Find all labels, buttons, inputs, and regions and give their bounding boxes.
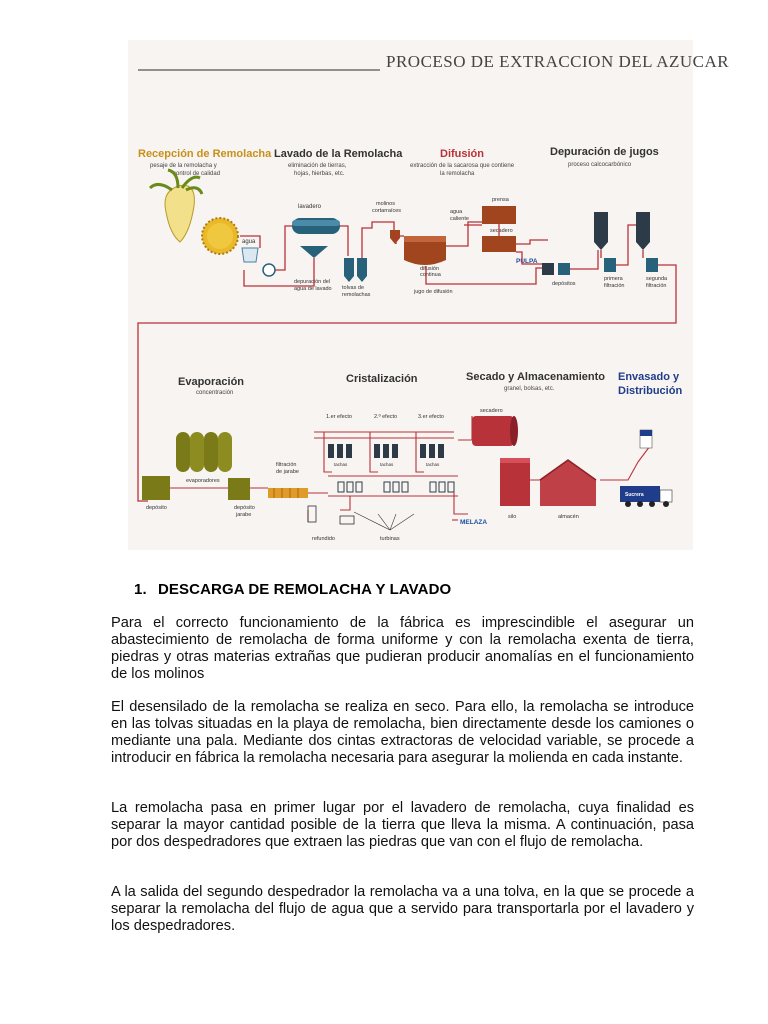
process-diagram <box>128 40 730 550</box>
settling-tank-icon <box>300 246 328 258</box>
mill-icon <box>390 230 400 244</box>
label-depuracion-agua-2: agua de lavado <box>294 286 332 292</box>
label-melaza: MELAZA <box>460 519 488 526</box>
stage-title-envasado-1: Envasado y <box>618 371 680 383</box>
stage-sub-lavado-2: hojas, hierbas, etc. <box>294 171 345 177</box>
label-efecto-1: 1.er efecto <box>326 414 352 420</box>
paragraph-2: El desensilado de la remolacha se realiza en seco. Para ello, la remolacha se introduce en las tolvas situadas en la playa de remolacha, bien directamente desde los camiones o mediante una pala. Mediante dos cintas extractoras de velocidad variable, se procede a introducir en fábrica la remolacha necesaria para asegurar la molienda en cada instante. <box>111 699 694 766</box>
stage-sub-depuracion-1: proceso calcocarbónico <box>568 162 632 168</box>
label-jugo-difusion: jugo de difusión <box>414 289 453 295</box>
label-agua-caliente-1: agua <box>450 209 463 215</box>
label-silo: silo <box>508 514 517 520</box>
vacuum-pans-icon <box>328 444 444 458</box>
pump-icon <box>263 264 275 276</box>
warehouse-icon <box>540 460 596 506</box>
label-tolvas-2: remolachas <box>342 292 371 298</box>
turbine-box-icon <box>340 516 354 524</box>
label-segunda-filtracion-1: segunda <box>646 276 668 282</box>
stage-title-recepcion: Recepción de Remolacha <box>138 148 272 160</box>
stage-sub-difusion-2: la remolacha <box>440 171 475 177</box>
label-segunda-filtracion-2: filtración <box>646 283 667 289</box>
label-primera-filtracion-2: filtración <box>604 283 625 289</box>
deposit-tank-icon <box>142 476 170 500</box>
label-refundido: refundido <box>312 536 335 542</box>
diffuser-tank-icon <box>404 236 446 265</box>
beet-slice-icon <box>202 218 238 254</box>
label-tachas-1: tachas <box>334 462 348 467</box>
stage-sub-recepcion-2: control de calidad <box>173 171 221 177</box>
paragraph-4: A la salida del segundo despedrador la remolacha va a una tolva, en la que se procede a separar la remolacha del flujo de agua que a servido para transportarla por el lavadero y los despedradores. <box>111 884 694 934</box>
syrup-filter-icon <box>268 488 308 498</box>
hopper-tanks-icon <box>344 258 367 282</box>
stage-title-cristalizacion: Cristalización <box>346 373 418 385</box>
label-difusion-continua-1: difusión <box>420 266 439 272</box>
evaporators-icon <box>176 432 232 472</box>
label-filtracion-jarabe-1: filtración <box>276 462 297 468</box>
label-deposito-jarabe-2: jarabe <box>236 512 252 518</box>
first-filter-tank-icon <box>604 258 616 272</box>
second-filter-icon <box>636 212 650 250</box>
section-title: DESCARGA DE REMOLACHA Y LAVADO <box>158 581 452 598</box>
label-tachas-3: tachas <box>426 462 440 467</box>
paragraph-3: La remolacha pasa en primer lugar por el lavadero de remolacha, cuya finalidad es separar la mayor cantidad posible de la tierra que lleva la misma. A continuación, pasa por dos despedradores que extraen las piedras que van con el flujo de remolacha. <box>111 800 694 850</box>
sugar-package-top-icon <box>640 430 652 436</box>
label-pulpa: PULPA <box>516 258 538 265</box>
stage-sub-lavado-1: eliminación de tierras, <box>288 163 347 169</box>
label-agua-caliente-2: caliente <box>450 216 469 222</box>
stage-sub-evaporacion-1: concentración <box>196 390 234 396</box>
label-turbinas: turbinas <box>380 536 400 542</box>
label-filtracion-jarabe-2: de jarabe <box>276 469 299 475</box>
press-icon <box>482 206 516 224</box>
paragraph-1: Para el correcto funcionamiento de la fábrica es imprescindible el asegurar un abastecimiento de remolacha de forma uniforme y con la remolacha exenta de tierra, piedras y otras materias extrañas que pudieran producir anomalías en el funcionamiento de los molinos <box>111 615 694 682</box>
truck-brand: Sucrera <box>625 492 644 498</box>
label-deposito: depósito <box>146 505 167 511</box>
refundido-tank-icon <box>308 506 316 522</box>
label-difusion-continua-2: continua <box>420 272 441 278</box>
deposit-tank-1-icon <box>542 263 554 275</box>
stage-sub-secado-1: granel, bolsas, etc. <box>504 386 555 392</box>
label-molinos-2: cortarraíces <box>372 208 402 214</box>
stage-title-lavado: Lavado de la Remolacha <box>274 148 403 160</box>
stage-title-depuracion: Depuración de jugos <box>550 146 659 158</box>
second-filter-tank-icon <box>646 258 658 272</box>
label-depositos: depósitos <box>552 281 576 287</box>
label-efecto-2: 2.º efecto <box>374 414 398 420</box>
silo-icon <box>500 458 530 506</box>
first-filter-icon <box>594 212 608 250</box>
label-molinos-1: molinos <box>376 201 395 207</box>
label-almacen: almacén <box>558 514 579 520</box>
label-efecto-3: 3.er efecto <box>418 414 444 420</box>
label-prensa: prensa <box>492 197 509 203</box>
washer-drum-icon <box>292 218 340 234</box>
label-tolvas-1: tolvas de <box>342 285 365 291</box>
centrifuges-icon <box>338 482 454 492</box>
sugar-dryer-icon <box>472 416 518 446</box>
stage-title-difusion: Difusión <box>440 148 484 160</box>
stage-sub-difusion-1: extracción de la sacarosa que contiene <box>410 163 515 169</box>
pulp-dryer-icon <box>482 236 516 252</box>
stage-title-secado: Secado y Almacenamiento <box>466 371 605 383</box>
label-tachas-2: tachas <box>380 462 394 467</box>
diagram-title: PROCESO DE EXTRACCION DEL AZUCAR <box>386 52 730 71</box>
label-secadero-bottom: secadero <box>480 408 503 414</box>
label-lavadero: lavadero <box>298 204 322 210</box>
stage-sub-recepcion-1: pesaje de la remolacha y <box>150 163 217 169</box>
section-number: 1. <box>134 581 147 598</box>
section-heading <box>134 581 451 598</box>
stage-title-envasado-2: Distribución <box>618 385 683 397</box>
label-depuracion-agua-1: depuración del <box>294 279 331 285</box>
label-evaporadores: evaporadores <box>186 478 220 484</box>
label-agua: agua <box>242 239 256 245</box>
water-basin-icon <box>242 248 258 262</box>
turbine-leader-lines <box>354 512 414 530</box>
label-deposito-jarabe-1: depósito <box>234 505 255 511</box>
stage-title-evaporacion: Evaporación <box>178 376 245 388</box>
label-secadero-top: secadero <box>490 228 513 234</box>
deposit-tank-2-icon <box>558 263 570 275</box>
beet-icon <box>150 170 202 242</box>
syrup-tank-icon <box>228 478 250 500</box>
label-primera-filtracion-1: primera <box>604 276 623 282</box>
